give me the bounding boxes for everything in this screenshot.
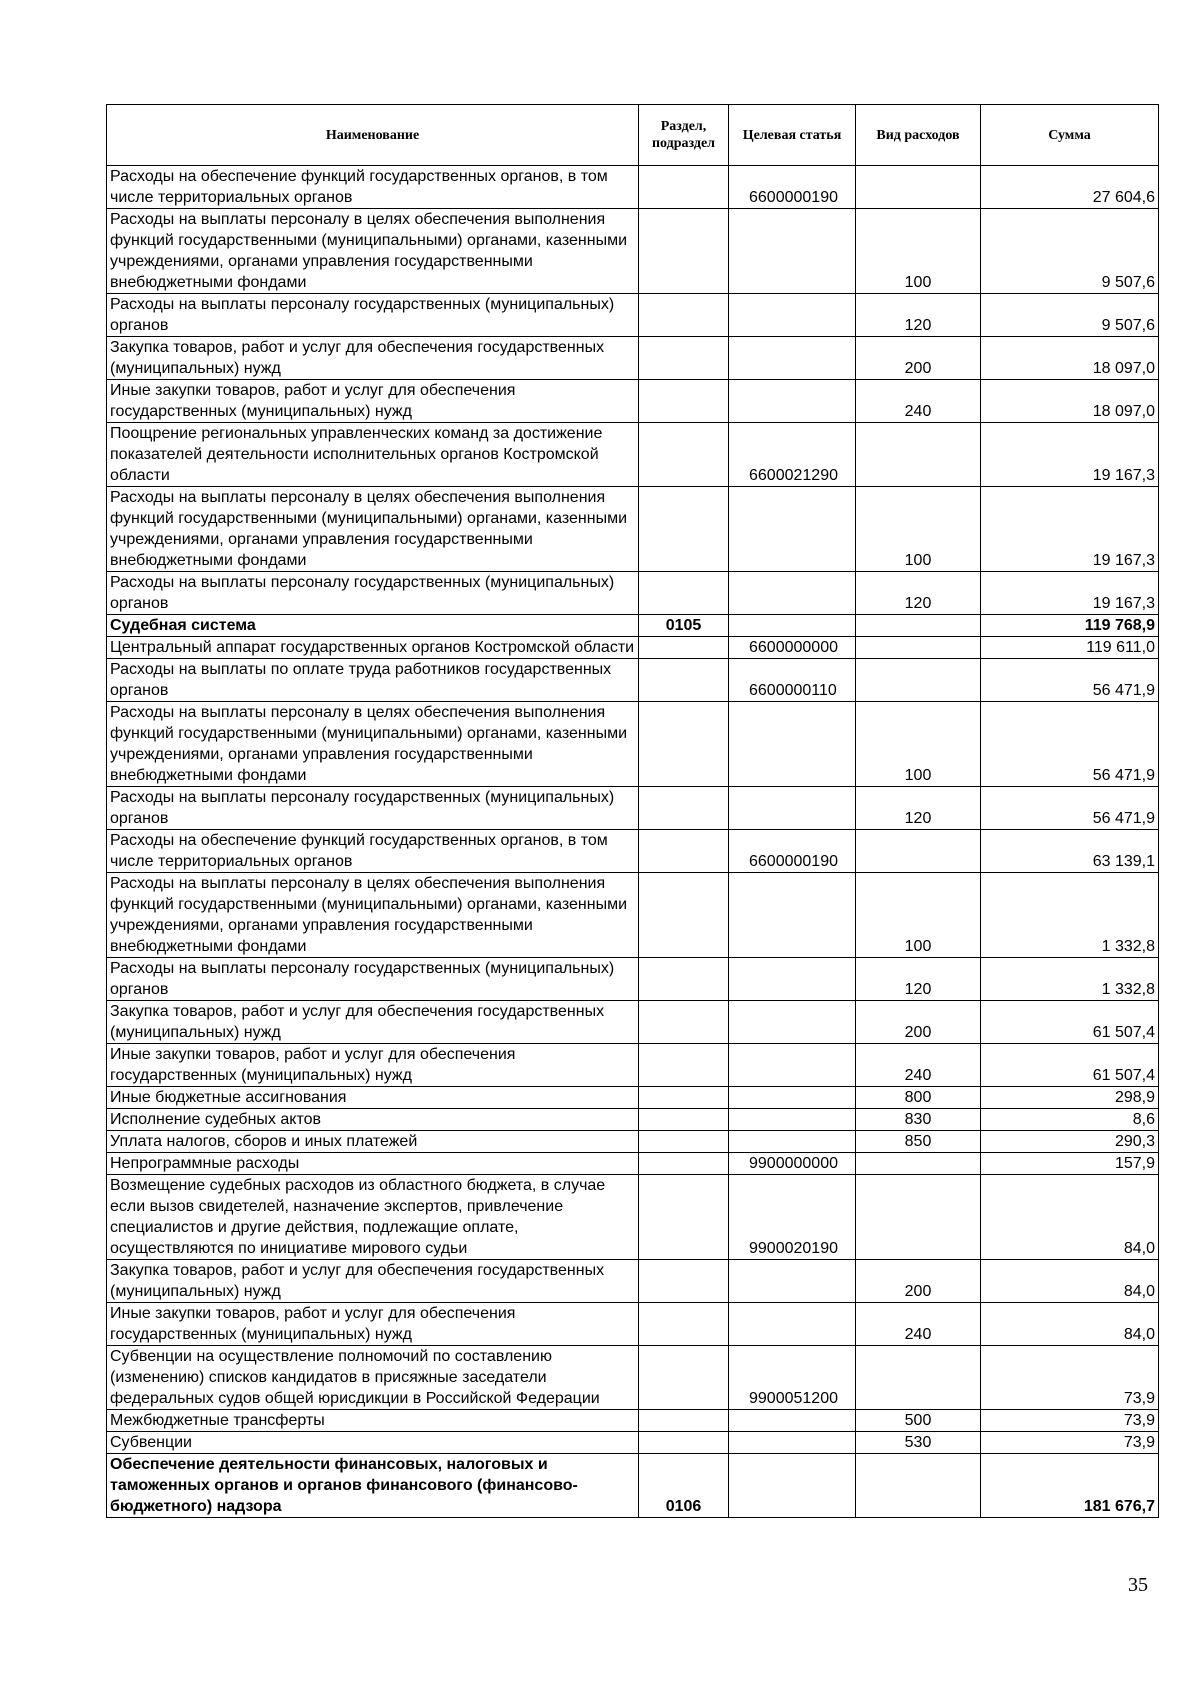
cell-target <box>729 1044 856 1087</box>
cell-name: Расходы на обеспечение функций государственных органов, в том числе территориальных органов <box>107 830 639 873</box>
cell-name: Субвенции на осуществление полномочий по составлению (изменению) списков кандидатов в присяжные заседатели федеральных судов общей юрисдикции в Российской Федерации <box>107 1346 639 1410</box>
cell-kind: 100 <box>856 702 981 787</box>
cell-kind <box>856 1454 981 1518</box>
cell-amount: 73,9 <box>981 1346 1159 1410</box>
table-row <box>107 637 1159 659</box>
cell-section: 0106 <box>639 1454 729 1518</box>
cell-section <box>639 423 729 487</box>
cell-name: Закупка товаров, работ и услуг для обеспечения государственных (муниципальных) нужд <box>107 1260 639 1303</box>
cell-kind: 100 <box>856 209 981 294</box>
cell-name: Расходы на выплаты по оплате труда работников государственных органов <box>107 659 639 702</box>
cell-section <box>639 294 729 337</box>
cell-kind <box>856 830 981 873</box>
cell-name: Иные бюджетные ассигнования <box>107 1087 639 1109</box>
cell-target <box>729 615 856 637</box>
cell-target <box>729 1432 856 1454</box>
cell-amount: 56 471,9 <box>981 702 1159 787</box>
table-row <box>107 1346 1159 1410</box>
cell-section <box>639 1131 729 1153</box>
table-row <box>107 1260 1159 1303</box>
cell-amount: 18 097,0 <box>981 380 1159 423</box>
table-row <box>107 337 1159 380</box>
cell-section <box>639 487 729 572</box>
cell-section: 0105 <box>639 615 729 637</box>
cell-amount: 73,9 <box>981 1432 1159 1454</box>
cell-amount: 19 167,3 <box>981 572 1159 615</box>
cell-name: Непрограммные расходы <box>107 1153 639 1175</box>
cell-amount: 56 471,9 <box>981 659 1159 702</box>
cell-section <box>639 1346 729 1410</box>
table-row <box>107 1410 1159 1432</box>
table-row <box>107 1044 1159 1087</box>
cell-kind: 240 <box>856 380 981 423</box>
table-row <box>107 380 1159 423</box>
cell-kind: 120 <box>856 572 981 615</box>
cell-kind: 240 <box>856 1044 981 1087</box>
table-row <box>107 487 1159 572</box>
cell-name: Расходы на выплаты персоналу в целях обеспечения выполнения функций государственными (муниципальными) органами, казенными учреждениями, органами управления государственными внебюджетными фондами <box>107 873 639 958</box>
cell-section <box>639 1001 729 1044</box>
cell-name: Расходы на выплаты персоналу государственных (муниципальных) органов <box>107 958 639 1001</box>
cell-amount: 84,0 <box>981 1260 1159 1303</box>
cell-name: Поощрение региональных управленческих команд за достижение показателей деятельности исполнительных органов Костромской области <box>107 423 639 487</box>
cell-kind: 530 <box>856 1432 981 1454</box>
cell-section <box>639 337 729 380</box>
cell-section <box>639 1260 729 1303</box>
cell-section <box>639 1410 729 1432</box>
cell-amount: 27 604,6 <box>981 166 1159 209</box>
cell-section <box>639 830 729 873</box>
cell-amount: 9 507,6 <box>981 209 1159 294</box>
cell-target: 9900020190 <box>729 1175 856 1260</box>
cell-amount: 56 471,9 <box>981 787 1159 830</box>
cell-kind <box>856 637 981 659</box>
header-section: Раздел, подраздел <box>639 105 729 166</box>
cell-name: Межбюджетные трансферты <box>107 1410 639 1432</box>
table-row <box>107 294 1159 337</box>
cell-section <box>639 166 729 209</box>
cell-target: 6600000000 <box>729 637 856 659</box>
cell-amount: 119 611,0 <box>981 637 1159 659</box>
cell-section <box>639 1175 729 1260</box>
cell-section <box>639 659 729 702</box>
cell-target: 6600000110 <box>729 659 856 702</box>
cell-name: Иные закупки товаров, работ и услуг для обеспечения государственных (муниципальных) нужд <box>107 1303 639 1346</box>
cell-target <box>729 1410 856 1432</box>
cell-section <box>639 1109 729 1131</box>
cell-kind <box>856 1346 981 1410</box>
page-number: 35 <box>1128 1574 1148 1596</box>
cell-target <box>729 787 856 830</box>
cell-section <box>639 1303 729 1346</box>
table-row <box>107 659 1159 702</box>
header-amount: Сумма <box>981 105 1159 166</box>
cell-name: Расходы на выплаты персоналу государственных (муниципальных) органов <box>107 572 639 615</box>
cell-kind: 200 <box>856 1260 981 1303</box>
table-row <box>107 1087 1159 1109</box>
cell-target <box>729 572 856 615</box>
table-row <box>107 615 1159 637</box>
table-row <box>107 166 1159 209</box>
cell-name: Расходы на выплаты персоналу государственных (муниципальных) органов <box>107 787 639 830</box>
budget-table <box>106 104 1159 1518</box>
cell-name: Возмещение судебных расходов из областного бюджета, в случае если вызов свидетелей, назначение экспертов, привлечение специалистов и другие действия, подлежащие оплате, осуществляются по инициативе мирового судьи <box>107 1175 639 1260</box>
cell-section <box>639 1044 729 1087</box>
cell-target <box>729 1109 856 1131</box>
header-target: Целевая статья <box>729 105 856 166</box>
cell-name: Исполнение судебных актов <box>107 1109 639 1131</box>
cell-section <box>639 702 729 787</box>
table-row <box>107 1001 1159 1044</box>
table-row <box>107 787 1159 830</box>
cell-amount: 298,9 <box>981 1087 1159 1109</box>
cell-amount: 19 167,3 <box>981 487 1159 572</box>
cell-kind <box>856 166 981 209</box>
cell-kind <box>856 1175 981 1260</box>
header-kind: Вид расходов <box>856 105 981 166</box>
cell-target: 9900000000 <box>729 1153 856 1175</box>
cell-target <box>729 958 856 1001</box>
cell-target: 6600000190 <box>729 830 856 873</box>
table-row <box>107 873 1159 958</box>
cell-name: Расходы на выплаты персоналу в целях обеспечения выполнения функций государственными (муниципальными) органами, казенными учреждениями, органами управления государственными внебюджетными фондами <box>107 487 639 572</box>
cell-name: Закупка товаров, работ и услуг для обеспечения государственных (муниципальных) нужд <box>107 337 639 380</box>
cell-name: Расходы на выплаты персоналу в целях обеспечения выполнения функций государственными (муниципальными) органами, казенными учреждениями, органами управления государственными внебюджетными фондами <box>107 209 639 294</box>
cell-amount: 84,0 <box>981 1175 1159 1260</box>
cell-amount: 1 332,8 <box>981 958 1159 1001</box>
cell-kind: 120 <box>856 958 981 1001</box>
table-header-row <box>107 105 1159 166</box>
cell-target <box>729 337 856 380</box>
table-row <box>107 1454 1159 1518</box>
cell-kind <box>856 1153 981 1175</box>
cell-kind: 100 <box>856 873 981 958</box>
cell-target <box>729 1454 856 1518</box>
cell-target: 6600021290 <box>729 423 856 487</box>
cell-kind <box>856 615 981 637</box>
table-row <box>107 1109 1159 1131</box>
cell-amount: 84,0 <box>981 1303 1159 1346</box>
cell-target <box>729 1260 856 1303</box>
table-row <box>107 702 1159 787</box>
cell-kind <box>856 423 981 487</box>
cell-amount: 73,9 <box>981 1410 1159 1432</box>
cell-kind: 200 <box>856 337 981 380</box>
cell-section <box>639 1087 729 1109</box>
table-row <box>107 209 1159 294</box>
cell-amount: 19 167,3 <box>981 423 1159 487</box>
table-body <box>107 166 1159 1518</box>
cell-amount: 181 676,7 <box>981 1454 1159 1518</box>
cell-name: Иные закупки товаров, работ и услуг для обеспечения государственных (муниципальных) нужд <box>107 380 639 423</box>
cell-name: Судебная система <box>107 615 639 637</box>
cell-section <box>639 572 729 615</box>
table-row <box>107 572 1159 615</box>
cell-amount: 9 507,6 <box>981 294 1159 337</box>
cell-name: Расходы на обеспечение функций государственных органов, в том числе территориальных органов <box>107 166 639 209</box>
cell-section <box>639 209 729 294</box>
table-row <box>107 1175 1159 1260</box>
cell-section <box>639 787 729 830</box>
cell-target <box>729 294 856 337</box>
cell-kind: 830 <box>856 1109 981 1131</box>
header-name: Наименование <box>107 105 639 166</box>
cell-name: Расходы на выплаты персоналу государственных (муниципальных) органов <box>107 294 639 337</box>
cell-name: Обеспечение деятельности финансовых, налоговых и таможенных органов и органов финансового (финансово-бюджетного) надзора <box>107 1454 639 1518</box>
cell-amount: 1 332,8 <box>981 873 1159 958</box>
cell-amount: 157,9 <box>981 1153 1159 1175</box>
cell-target <box>729 380 856 423</box>
cell-amount: 61 507,4 <box>981 1001 1159 1044</box>
cell-kind: 120 <box>856 787 981 830</box>
cell-kind: 850 <box>856 1131 981 1153</box>
cell-name: Закупка товаров, работ и услуг для обеспечения государственных (муниципальных) нужд <box>107 1001 639 1044</box>
cell-section <box>639 958 729 1001</box>
cell-kind: 240 <box>856 1303 981 1346</box>
table-row <box>107 1131 1159 1153</box>
cell-target <box>729 487 856 572</box>
cell-amount: 63 139,1 <box>981 830 1159 873</box>
cell-name: Иные закупки товаров, работ и услуг для обеспечения государственных (муниципальных) нужд <box>107 1044 639 1087</box>
cell-kind: 200 <box>856 1001 981 1044</box>
cell-target <box>729 1131 856 1153</box>
table-row <box>107 1303 1159 1346</box>
cell-kind: 100 <box>856 487 981 572</box>
cell-kind: 120 <box>856 294 981 337</box>
table-row <box>107 1153 1159 1175</box>
cell-kind <box>856 659 981 702</box>
cell-amount: 290,3 <box>981 1131 1159 1153</box>
cell-amount: 61 507,4 <box>981 1044 1159 1087</box>
cell-target <box>729 702 856 787</box>
cell-kind: 500 <box>856 1410 981 1432</box>
cell-target <box>729 1303 856 1346</box>
cell-target: 9900051200 <box>729 1346 856 1410</box>
cell-name: Расходы на выплаты персоналу в целях обеспечения выполнения функций государственными (муниципальными) органами, казенными учреждениями, органами управления государственными внебюджетными фондами <box>107 702 639 787</box>
cell-amount: 8,6 <box>981 1109 1159 1131</box>
cell-target: 6600000190 <box>729 166 856 209</box>
cell-target <box>729 209 856 294</box>
cell-name: Субвенции <box>107 1432 639 1454</box>
cell-name: Уплата налогов, сборов и иных платежей <box>107 1131 639 1153</box>
table-row <box>107 1432 1159 1454</box>
table-row <box>107 423 1159 487</box>
cell-section <box>639 380 729 423</box>
cell-target <box>729 1087 856 1109</box>
table-row <box>107 958 1159 1001</box>
cell-section <box>639 637 729 659</box>
cell-section <box>639 1432 729 1454</box>
cell-target <box>729 1001 856 1044</box>
cell-kind: 800 <box>856 1087 981 1109</box>
cell-section <box>639 873 729 958</box>
cell-target <box>729 873 856 958</box>
cell-amount: 18 097,0 <box>981 337 1159 380</box>
cell-section <box>639 1153 729 1175</box>
table-row <box>107 830 1159 873</box>
cell-name: Центральный аппарат государственных органов Костромской области <box>107 637 639 659</box>
cell-amount: 119 768,9 <box>981 615 1159 637</box>
